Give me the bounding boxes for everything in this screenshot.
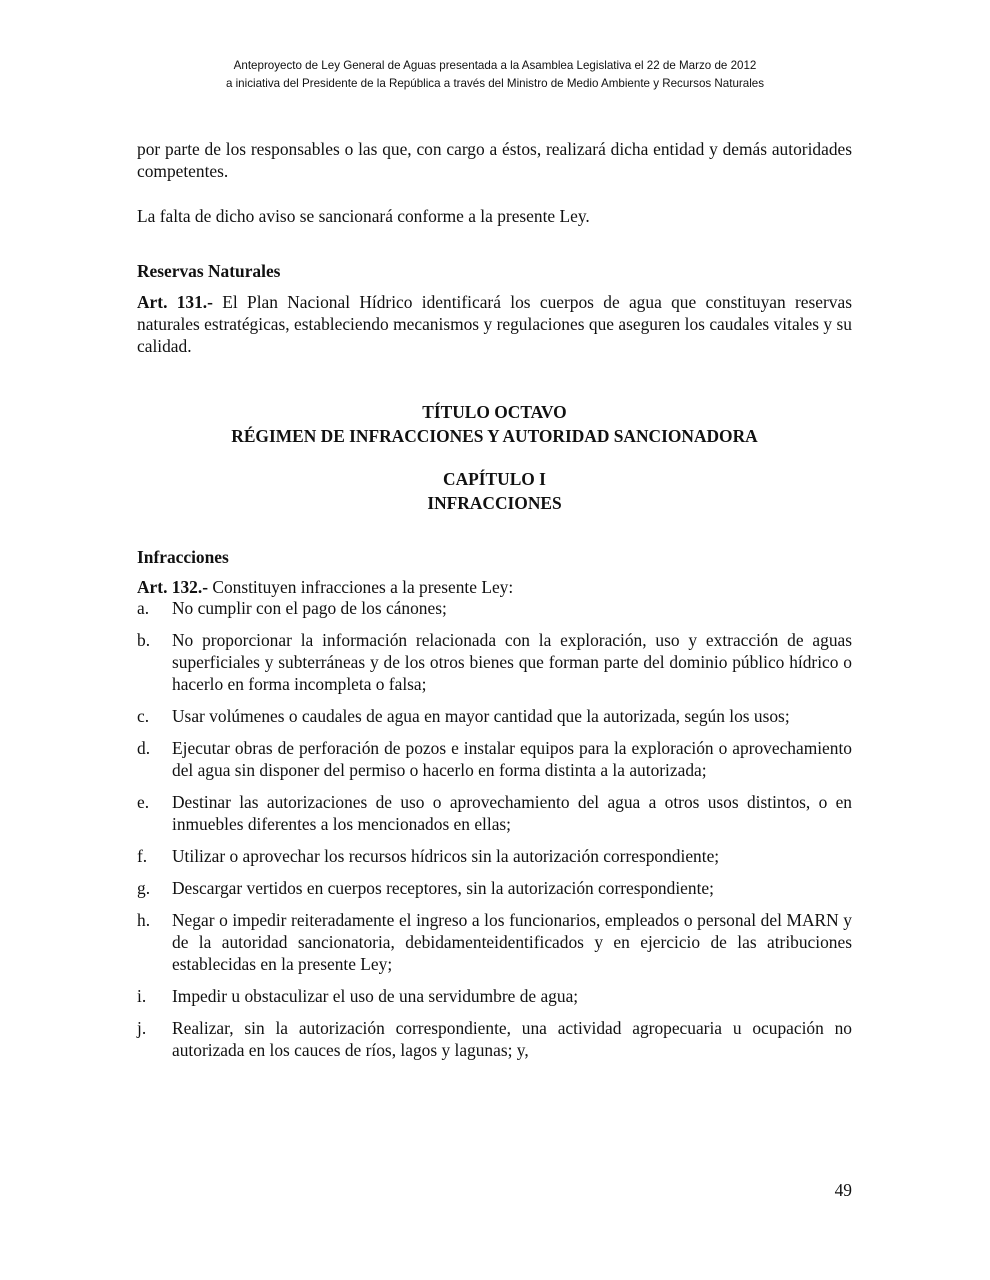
list-item — [137, 737, 852, 781]
list-marker: e. — [137, 792, 150, 812]
list-item — [137, 985, 852, 1007]
list-item — [137, 909, 852, 975]
chapter-line-1: CAPÍTULO I — [443, 469, 546, 489]
infracciones-list — [137, 597, 852, 1061]
title-line-1: TÍTULO OCTAVO — [422, 402, 567, 422]
list-item — [137, 629, 852, 695]
list-marker: a. — [137, 598, 150, 618]
article-132-label: Art. 132.- — [137, 577, 208, 597]
list-item-text: Negar o impedir reiteradamente el ingreso a los funcionarios, empleados o personal del MARN y de la autoridad sancionatoria, debidamenteidentificados y en ejercicio de las atribuciones establecidas en la presente Ley; — [172, 910, 852, 974]
article-131-label: Art. 131.- — [137, 292, 213, 312]
list-item-text: Utilizar o aprovechar los recursos hídricos sin la autorización correspondiente; — [172, 846, 720, 866]
section-heading-infracciones: Infracciones — [137, 547, 229, 567]
list-marker: j. — [137, 1018, 147, 1038]
list-item-text: Ejecutar obras de perforación de pozos e instalar equipos para la exploración o aprovechamiento del agua sin disponer del permiso o hacerlo en forma distinta a la autorizada; — [172, 738, 852, 780]
list-item-text: Descargar vertidos en cuerpos receptores, sin la autorización correspondiente; — [172, 878, 714, 898]
list-item — [137, 597, 852, 619]
list-item — [137, 705, 852, 727]
document-body — [137, 138, 852, 1071]
header-line-1: Anteproyecto de Ley General de Aguas presentada a la Asamblea Legislativa el 22 de Marzo de 2012 — [233, 59, 757, 72]
list-item-text: Usar volúmenes o caudales de agua en mayor cantidad que la autorizada, según los usos; — [172, 706, 790, 726]
section-heading-reservas: Reservas Naturales — [137, 261, 281, 281]
article-131 — [137, 291, 852, 357]
list-item-text: Impedir u obstaculizar el uso de una servidumbre de agua; — [172, 986, 579, 1006]
list-item-text: No proporcionar la información relacionada con la exploración, uso y extracción de aguas superficiales y subterráneas y de los otros bienes que forman parte del dominio público hídrico o hacerlo en forma incompleta o falsa; — [172, 630, 852, 694]
chapter-block — [137, 468, 852, 514]
title-line-2: RÉGIMEN DE INFRACCIONES Y AUTORIDAD SANCIONADORA — [231, 426, 758, 446]
page-number: 49 — [834, 1180, 852, 1200]
list-item-text: Destinar las autorizaciones de uso o aprovechamiento del agua a otros usos distintos, o en inmuebles diferentes a los mencionados en ellas; — [172, 792, 852, 834]
list-marker: g. — [137, 878, 151, 898]
article-131-text: El Plan Nacional Hídrico identificará los cuerpos de agua que constituyan reservas naturales estratégicas, estableciendo mecanismos y regulaciones que aseguren los caudales vitales y su calidad. — [137, 292, 852, 356]
article-132 — [137, 577, 852, 597]
list-marker: c. — [137, 706, 150, 726]
list-marker: i. — [137, 986, 147, 1006]
title-block — [137, 401, 852, 447]
chapter-line-2: INFRACCIONES — [427, 493, 562, 513]
list-marker: f. — [137, 846, 148, 866]
list-marker: d. — [137, 738, 151, 758]
list-item — [137, 791, 852, 835]
list-item-text: Realizar, sin la autorización correspondiente, una actividad agropecuaria u ocupación no autorizada en los cauces de ríos, lagos y lagunas; y, — [172, 1018, 852, 1060]
list-item — [137, 877, 852, 899]
list-item-text: No cumplir con el pago de los cánones; — [172, 598, 447, 618]
page-header — [0, 57, 990, 93]
list-marker: b. — [137, 630, 151, 650]
intro-paragraph-2: La falta de dicho aviso se sancionará conforme a la presente Ley. — [137, 206, 590, 226]
list-item — [137, 845, 852, 867]
header-line-2: a iniciativa del Presidente de la República a través del Ministro de Medio Ambiente y Recursos Naturales — [225, 77, 765, 90]
intro-paragraph-1: por parte de los responsables o las que, con cargo a éstos, realizará dicha entidad y demás autoridades competentes. — [137, 139, 852, 181]
article-132-text: Constituyen infracciones a la presente Ley: — [208, 577, 514, 597]
list-marker: h. — [137, 910, 151, 930]
list-item — [137, 1017, 852, 1061]
